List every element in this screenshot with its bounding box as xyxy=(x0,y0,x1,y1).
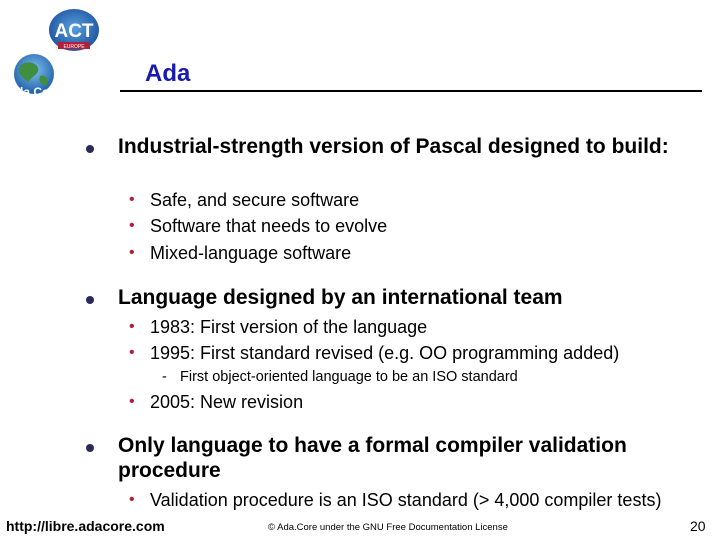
sub-bullet-1-2: Software that needs to evolve xyxy=(150,216,388,236)
sub-bullet-2-2: 1995: First standard revised (e.g. OO programming added) xyxy=(150,343,620,363)
bullet-3: Only language to have a formal compiler validation procedure xyxy=(118,434,627,482)
footer-url: http://libre.adacore.com xyxy=(6,518,165,534)
bullet-2: Language designed by an international team xyxy=(118,286,563,309)
title-divider xyxy=(120,90,702,92)
adacore-logo-text: Ada Core xyxy=(7,85,61,99)
act-europe-logo xyxy=(48,8,100,54)
sub-bullet-1-1: Safe, and secure software xyxy=(150,190,360,210)
adacore-logo-subtext: TECHNOLOGIES xyxy=(16,100,52,105)
slide-title: Ada xyxy=(145,60,191,87)
act-logo-subtext: EUROPE xyxy=(63,44,85,50)
bullet-1: Industrial-strength version of Pascal designed to build: xyxy=(118,135,669,158)
sub-bullet-2-3: 2005: New revision xyxy=(150,392,304,412)
sub-bullet-dot-icon: • xyxy=(129,217,135,234)
sub-bullet-2-1: 1983: First version of the language xyxy=(150,317,428,337)
sub-sub-bullet-2-2-1: First object-oriented language to be an ISO standard xyxy=(180,369,518,385)
sub-bullet-dot-icon: • xyxy=(129,344,135,361)
sub-sub-bullet-dash-icon: - xyxy=(162,369,167,385)
bullet-dot-icon xyxy=(86,145,94,153)
footer-license: © Ada.Core under the GNU Free Documentation License xyxy=(268,522,508,533)
sub-bullet-3-1: Validation procedure is an ISO standard (> 4,000 compiler tests) xyxy=(150,490,662,510)
sub-bullet-1-3: Mixed-language software xyxy=(150,243,352,263)
sub-bullet-dot-icon: • xyxy=(129,491,135,508)
sub-bullet-dot-icon: • xyxy=(129,393,135,410)
act-logo-text: ACT xyxy=(54,21,94,42)
bullet-dot-icon xyxy=(86,444,94,452)
sub-bullet-dot-icon: • xyxy=(129,318,135,335)
sub-bullet-dot-icon: • xyxy=(129,244,135,261)
bullet-dot-icon xyxy=(86,296,94,304)
sub-bullet-dot-icon: • xyxy=(129,191,135,208)
page-number: 20 xyxy=(690,518,706,534)
adacore-logo xyxy=(2,52,66,108)
